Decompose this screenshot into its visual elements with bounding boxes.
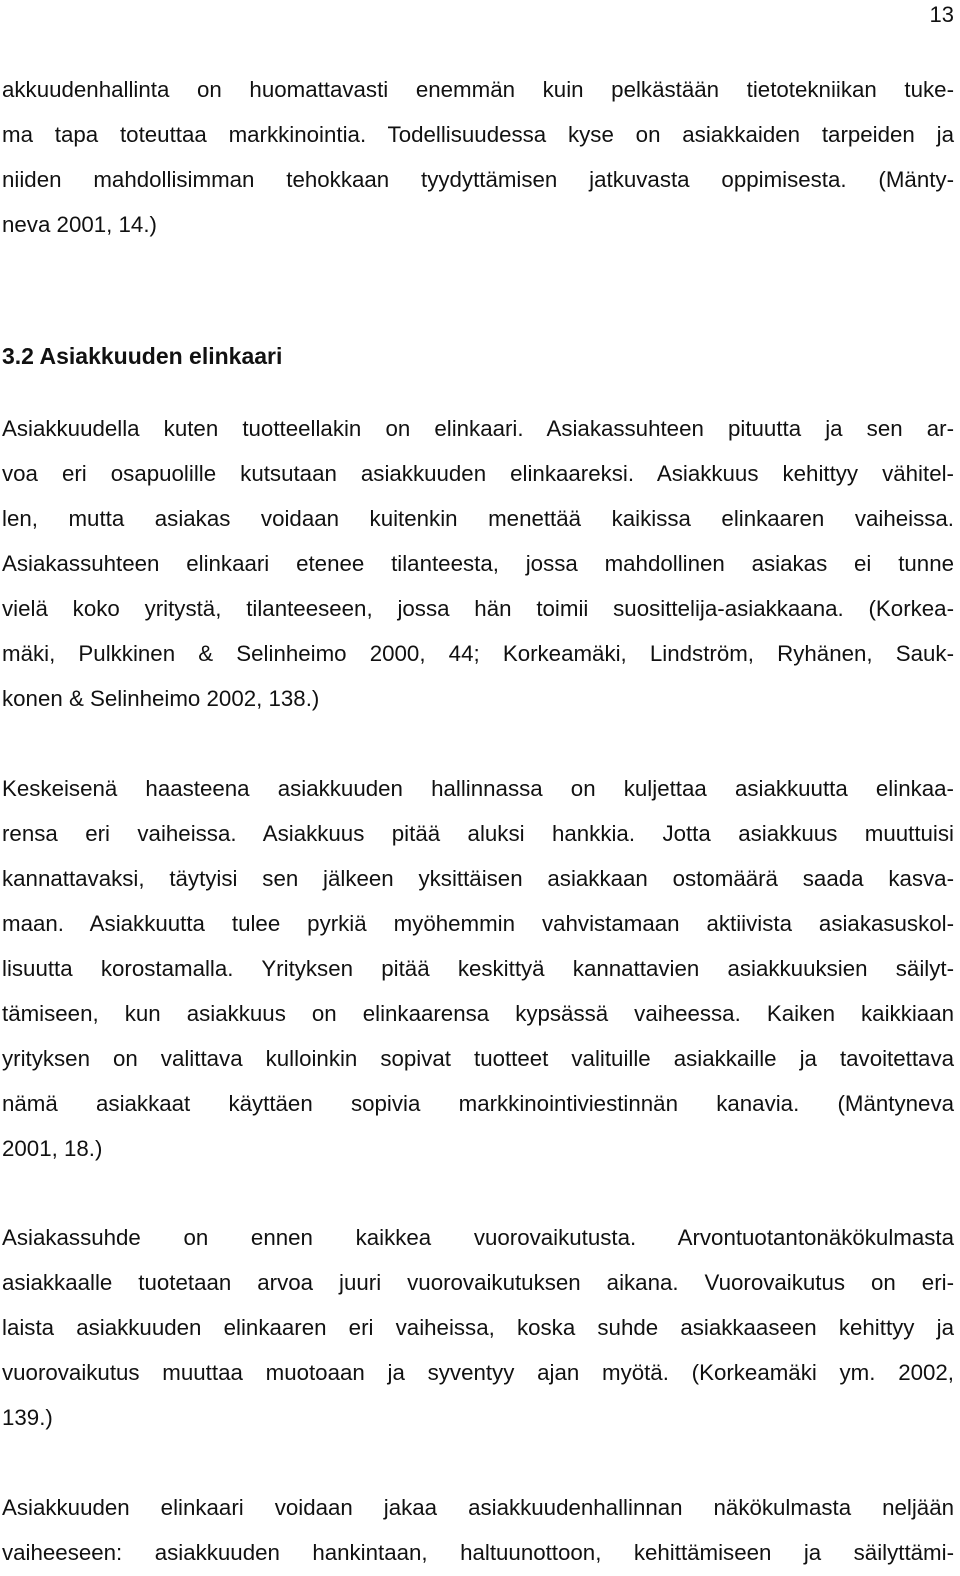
text-line: voa eri osapuolille kutsutaan asiakkuuden elinkaareksi. Asiakkuus kehittyy vähitel- xyxy=(2,461,954,486)
text-line: niiden mahdollisimman tehokkaan tyydyttämisen jatkuvasta oppimisesta. (Mänty- xyxy=(2,167,954,192)
text-line: Asiakkuudella kuten tuotteellakin on elinkaari. Asiakassuhteen pituutta ja sen ar- xyxy=(2,416,954,441)
text-line: nämä asiakkaat käyttäen sopivia markkinointiviestinnän kanavia. (Mäntyneva xyxy=(2,1091,954,1116)
text-line: Asiakassuhde on ennen kaikkea vuorovaikutusta. Arvontuotantonäkökulmasta xyxy=(2,1225,954,1250)
text-line: ma tapa toteuttaa markkinointia. Todellisuudessa kyse on asiakkaiden tarpeiden ja xyxy=(2,122,954,147)
text-line: mäki, Pulkkinen & Selinheimo 2000, 44; Korkeamäki, Lindström, Ryhänen, Sauk- xyxy=(2,641,954,666)
text-line: Keskeisenä haasteena asiakkuuden hallinnassa on kuljettaa asiakkuutta elinkaa- xyxy=(2,776,954,801)
text-line: akkuudenhallinta on huomattavasti enemmän kuin pelkästään tietotekniikan tuke- xyxy=(2,77,954,102)
section-heading: 3.2 Asiakkuuden elinkaari xyxy=(2,343,283,369)
text-line: rensa eri vaiheissa. Asiakkuus pitää aluksi hankkia. Jotta asiakkuus muuttuisi xyxy=(2,821,954,846)
text-line: konen & Selinheimo 2002, 138.) xyxy=(2,686,320,711)
text-line: 2001, 18.) xyxy=(2,1136,103,1161)
text-line: Asiakassuhteen elinkaari etenee tilanteesta, jossa mahdollinen asiakas ei tunne xyxy=(2,551,954,576)
text-line: kannattavaksi, täytyisi sen jälkeen yksittäisen asiakkaan ostomäärä saada kasva- xyxy=(2,866,954,891)
text-line: lisuutta korostamalla. Yrityksen pitää keskittyä kannattavien asiakkuuksien säilyt- xyxy=(2,956,954,981)
page-number: 13 xyxy=(929,2,954,27)
text-line: Asiakkuuden elinkaari voidaan jakaa asiakkuudenhallinnan näkökulmasta neljään xyxy=(2,1495,954,1520)
text-line: asiakkaalle tuotetaan arvoa juuri vuorovaikutuksen aikana. Vuorovaikutus on eri- xyxy=(2,1270,954,1295)
text-line: neva 2001, 14.) xyxy=(2,212,157,237)
text-line: yrityksen on valittava kulloinkin sopivat tuotteet valituille asiakkaille ja tavoitettava xyxy=(2,1046,954,1071)
text-line: laista asiakkuuden elinkaaren eri vaiheissa, koska suhde asiakkaaseen kehittyy ja xyxy=(2,1315,954,1340)
text-line: vielä koko yritystä, tilanteeseen, jossa hän toimii suosittelija-asiakkaana. (Korkea- xyxy=(2,596,954,621)
text-line: vaiheeseen: asiakkuuden hankintaan, haltuunottoon, kehittämiseen ja säilyttämi- xyxy=(2,1540,954,1565)
text-line: 139.) xyxy=(2,1405,53,1430)
text-line: tämiseen, kun asiakkuus on elinkaarensa kypsässä vaiheessa. Kaiken kaikkiaan xyxy=(2,1001,954,1026)
text-line: len, mutta asiakas voidaan kuitenkin menettää kaikissa elinkaaren vaiheissa. xyxy=(2,506,954,531)
text-line: vuorovaikutus muuttaa muotoaan ja syventyy ajan myötä. (Korkeamäki ym. 2002, xyxy=(2,1360,954,1385)
text-line: maan. Asiakkuutta tulee pyrkiä myöhemmin vahvistamaan aktiivista asiakasuskol- xyxy=(2,911,954,936)
